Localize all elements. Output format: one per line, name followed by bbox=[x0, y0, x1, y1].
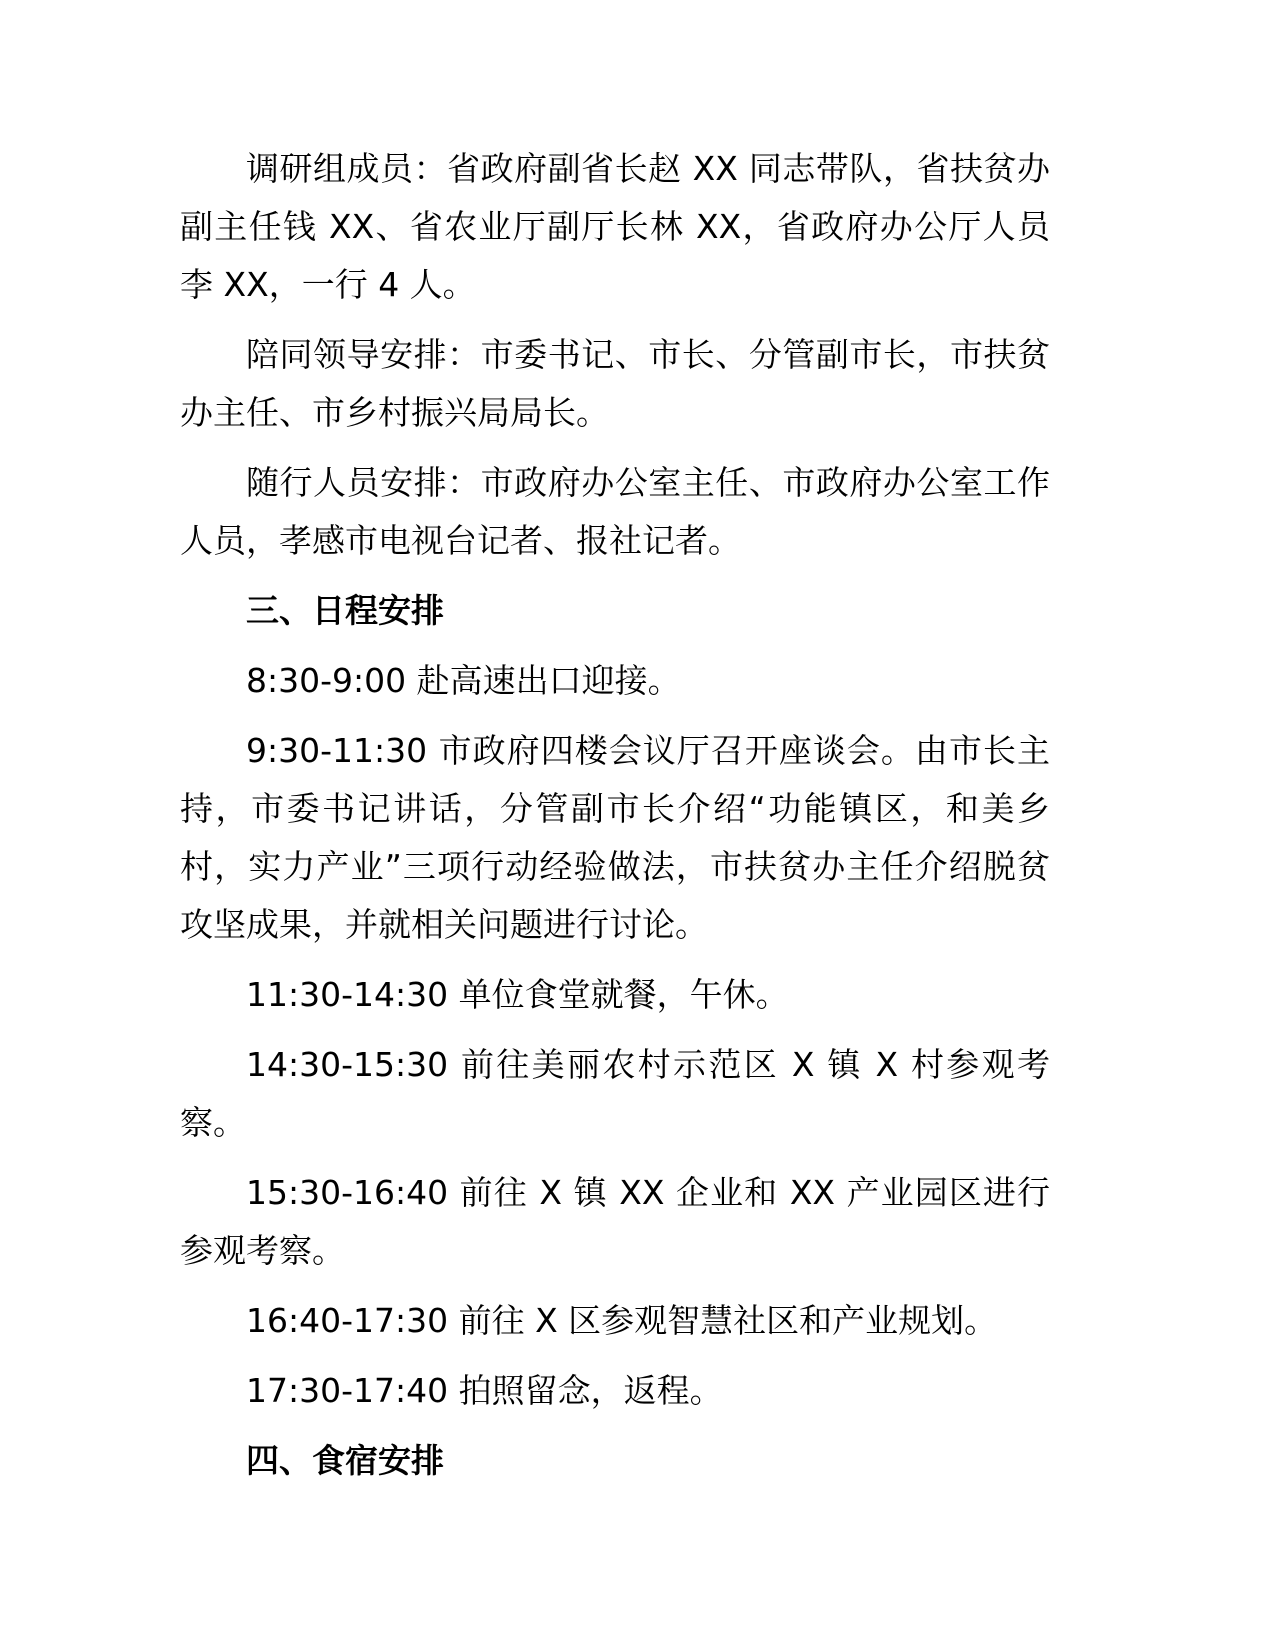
schedule-item-0830: 8:30-9:00 赴高速出口迎接。 bbox=[246, 661, 681, 700]
schedule-item-1640: 16:40-17:30 前往 X 区参观智慧社区和产业规划。 bbox=[246, 1301, 998, 1340]
document-body bbox=[180, 140, 1050, 1502]
paragraph-entourage: 随行人员安排：市政府办公室主任、市政府办公室工作人员，孝感市电视台记者、报社记者。 bbox=[180, 463, 1050, 560]
paragraph-research-team: 调研组成员：省政府副省长赵 XX 同志带队，省扶贫办副主任钱 XX、省农业厅副厅长林 XX，省政府办公厅人员李 XX，一行 4 人。 bbox=[180, 149, 1050, 304]
schedule-item-1430: 14:30-15:30 前往美丽农村示范区 X 镇 X 村参观考察。 bbox=[180, 1045, 1050, 1142]
schedule-item-0930: 9:30-11:30 市政府四楼会议厅召开座谈会。由市长主持，市委书记讲话，分管副市长介绍“功能镇区，和美乡村，实力产业”三项行动经验做法，市扶贫办主任介绍脱贫攻坚成果，并就相关问题进行讨论。 bbox=[180, 731, 1050, 944]
schedule-item-1130: 11:30-14:30 单位食堂就餐，午休。 bbox=[246, 975, 789, 1014]
section-heading-schedule: 三、日程安排 bbox=[246, 591, 444, 630]
section-heading-accommodation: 四、食宿安排 bbox=[246, 1441, 444, 1480]
schedule-item-1730: 17:30-17:40 拍照留念，返程。 bbox=[246, 1371, 723, 1410]
schedule-item-1530: 15:30-16:40 前往 X 镇 XX 企业和 XX 产业园区进行参观考察。 bbox=[180, 1173, 1050, 1270]
paragraph-accompanying-leaders: 陪同领导安排：市委书记、市长、分管副市长，市扶贫办主任、市乡村振兴局局长。 bbox=[180, 335, 1050, 432]
